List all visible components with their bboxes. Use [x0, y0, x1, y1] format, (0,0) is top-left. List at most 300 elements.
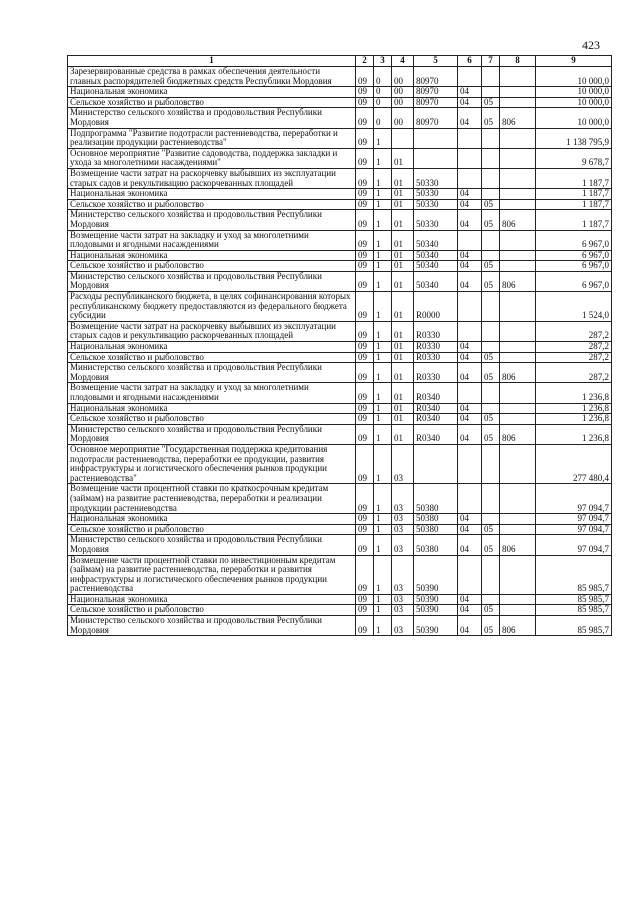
row-name-cell: Возмещение части затрат на раскорчевку выбывших из эксплуатации старых садов и рекультивацию раскорчеванных площадей: [68, 321, 356, 341]
code-cell: 806: [500, 271, 536, 291]
column-header: 6: [458, 56, 482, 67]
amount-cell: 1 187,7: [536, 199, 612, 210]
code-cell: 05: [482, 199, 500, 210]
code-cell: 01: [392, 383, 414, 403]
code-cell: 04: [458, 363, 482, 383]
table-row: [68, 363, 612, 383]
code-cell: 0: [374, 87, 392, 98]
code-cell: 01: [392, 271, 414, 291]
row-name-cell: Основное мероприятие "Государственная поддержка кредитования подотрасли растениеводства, переработки ее продукции, развития инфраструктуры и логистического обеспечения рынков продукции растениеводства": [68, 444, 356, 483]
code-cell: [482, 168, 500, 188]
column-header: 7: [482, 56, 500, 67]
amount-cell: 1 236,8: [536, 414, 612, 425]
table-row: [68, 403, 612, 414]
code-cell: [482, 321, 500, 341]
code-cell: 04: [458, 524, 482, 535]
code-cell: 04: [458, 189, 482, 200]
code-cell: 04: [458, 352, 482, 363]
code-cell: 03: [392, 524, 414, 535]
code-cell: [482, 342, 500, 353]
code-cell: 806: [500, 108, 536, 128]
row-name-cell: Министерство сельского хозяйства и продовольствия Республики Мордовия: [68, 108, 356, 128]
code-cell: 01: [392, 148, 414, 168]
table-row: [68, 605, 612, 616]
code-cell: 09: [356, 87, 374, 98]
row-name-cell: Министерство сельского хозяйства и продовольствия Республики Мордовия: [68, 424, 356, 444]
code-cell: [500, 199, 536, 210]
code-cell: 04: [458, 414, 482, 425]
code-cell: 04: [458, 250, 482, 261]
code-cell: [500, 605, 536, 616]
code-cell: 806: [500, 363, 536, 383]
code-cell: 1: [374, 535, 392, 555]
code-cell: [500, 148, 536, 168]
code-cell: [500, 594, 536, 605]
row-name-cell: Сельское хозяйство и рыболовство: [68, 524, 356, 535]
code-cell: [500, 524, 536, 535]
code-cell: 04: [458, 199, 482, 210]
code-cell: 09: [356, 261, 374, 272]
amount-cell: 1 236,8: [536, 403, 612, 414]
code-cell: [458, 321, 482, 341]
code-cell: 04: [458, 616, 482, 636]
amount-cell: 1 138 795,9: [536, 128, 612, 148]
amount-cell: 10 000,0: [536, 108, 612, 128]
code-cell: 50390: [414, 555, 458, 594]
code-cell: [482, 555, 500, 594]
row-name-cell: Возмещение части затрат на закладку и уход за многолетними плодовыми и ягодными насаждениями: [68, 230, 356, 250]
table-row: [68, 414, 612, 425]
table-row: [68, 424, 612, 444]
row-name-cell: Сельское хозяйство и рыболовство: [68, 261, 356, 272]
code-cell: [414, 148, 458, 168]
amount-cell: 1 187,7: [536, 210, 612, 230]
code-cell: 05: [482, 363, 500, 383]
code-cell: 03: [392, 514, 414, 525]
code-cell: R0340: [414, 424, 458, 444]
code-cell: 04: [458, 261, 482, 272]
amount-cell: 85 985,7: [536, 594, 612, 605]
row-name-cell: Возмещение части процентной ставки по инвестиционным кредитам (займам) на развитие растениеводства, переработки и развития инфраструктуры и логистического обеспечения рынков продукции растениеводства: [68, 555, 356, 594]
code-cell: 03: [392, 594, 414, 605]
row-name-cell: Сельское хозяйство и рыболовство: [68, 414, 356, 425]
code-cell: 05: [482, 414, 500, 425]
code-cell: [482, 514, 500, 525]
amount-cell: 6 967,0: [536, 261, 612, 272]
code-cell: 09: [356, 444, 374, 483]
code-cell: 01: [392, 250, 414, 261]
code-cell: 03: [392, 444, 414, 483]
code-cell: 09: [356, 321, 374, 341]
amount-cell: 97 094,7: [536, 514, 612, 525]
page-number: 423: [582, 38, 600, 52]
code-cell: 04: [458, 605, 482, 616]
code-cell: 09: [356, 594, 374, 605]
row-name-cell: Возмещение части затрат на раскорчевку выбывших из эксплуатации старых садов и рекультивацию раскорчеванных площадей: [68, 168, 356, 188]
code-cell: 09: [356, 383, 374, 403]
table-row: [68, 199, 612, 210]
code-cell: [482, 292, 500, 322]
code-cell: 09: [356, 108, 374, 128]
amount-cell: 6 967,0: [536, 230, 612, 250]
code-cell: 1: [374, 616, 392, 636]
code-cell: 50380: [414, 514, 458, 525]
code-cell: 09: [356, 67, 374, 87]
code-cell: 00: [392, 108, 414, 128]
code-cell: 09: [356, 210, 374, 230]
code-cell: 04: [458, 594, 482, 605]
code-cell: [482, 250, 500, 261]
code-cell: [482, 67, 500, 87]
table-body: [68, 67, 612, 636]
amount-cell: 287,2: [536, 363, 612, 383]
code-cell: [458, 128, 482, 148]
amount-cell: 9 678,7: [536, 148, 612, 168]
code-cell: 09: [356, 555, 374, 594]
row-name-cell: Национальная экономика: [68, 594, 356, 605]
table-row: [68, 108, 612, 128]
column-header: 9: [536, 56, 612, 67]
code-cell: 05: [482, 210, 500, 230]
code-cell: 09: [356, 403, 374, 414]
code-cell: 09: [356, 128, 374, 148]
code-cell: 50330: [414, 168, 458, 188]
row-name-cell: Национальная экономика: [68, 189, 356, 200]
code-cell: [482, 594, 500, 605]
code-cell: [482, 484, 500, 514]
code-cell: 04: [458, 271, 482, 291]
code-cell: [482, 87, 500, 98]
row-name-cell: Подпрограмма "Развитие подотрасли растениеводства, переработки и реализации продукции растениеводства": [68, 128, 356, 148]
code-cell: 1: [374, 363, 392, 383]
table-row: [68, 128, 612, 148]
code-cell: [482, 128, 500, 148]
code-cell: 1: [374, 148, 392, 168]
code-cell: [500, 87, 536, 98]
code-cell: 04: [458, 424, 482, 444]
code-cell: [500, 484, 536, 514]
table-row: [68, 148, 612, 168]
code-cell: [458, 484, 482, 514]
table-row: [68, 342, 612, 353]
code-cell: 50340: [414, 250, 458, 261]
amount-cell: 10 000,0: [536, 67, 612, 87]
code-cell: 50390: [414, 594, 458, 605]
code-cell: [458, 168, 482, 188]
code-cell: 01: [392, 189, 414, 200]
code-cell: [482, 383, 500, 403]
code-cell: 00: [392, 97, 414, 108]
code-cell: 04: [458, 535, 482, 555]
code-cell: 09: [356, 199, 374, 210]
amount-cell: 85 985,7: [536, 605, 612, 616]
amount-cell: 1 187,7: [536, 189, 612, 200]
code-cell: [482, 189, 500, 200]
code-cell: 05: [482, 524, 500, 535]
column-header: 4: [392, 56, 414, 67]
code-cell: [458, 555, 482, 594]
amount-cell: 277 480,4: [536, 444, 612, 483]
code-cell: 1: [374, 352, 392, 363]
amount-cell: 1 236,8: [536, 424, 612, 444]
code-cell: 04: [458, 210, 482, 230]
code-cell: R0330: [414, 321, 458, 341]
row-name-cell: Сельское хозяйство и рыболовство: [68, 199, 356, 210]
row-name-cell: Зарезервированные средства в рамках обеспечения деятельности главных распорядителей бюджетных средств Республики Мордовия: [68, 67, 356, 87]
code-cell: [500, 189, 536, 200]
code-cell: 806: [500, 535, 536, 555]
code-cell: 806: [500, 424, 536, 444]
row-name-cell: Национальная экономика: [68, 87, 356, 98]
code-cell: 1: [374, 199, 392, 210]
table-row: [68, 444, 612, 483]
row-name-cell: Министерство сельского хозяйства и продовольствия Республики Мордовия: [68, 363, 356, 383]
code-cell: 09: [356, 535, 374, 555]
code-cell: [458, 292, 482, 322]
amount-cell: 97 094,7: [536, 484, 612, 514]
code-cell: [500, 555, 536, 594]
amount-cell: 85 985,7: [536, 555, 612, 594]
table-row: [68, 524, 612, 535]
row-name-cell: Национальная экономика: [68, 250, 356, 261]
row-name-cell: Министерство сельского хозяйства и продовольствия Республики Мордовия: [68, 616, 356, 636]
row-name-cell: Национальная экономика: [68, 514, 356, 525]
code-cell: 50330: [414, 199, 458, 210]
code-cell: [458, 67, 482, 87]
row-name-cell: Сельское хозяйство и рыболовство: [68, 605, 356, 616]
code-cell: 05: [482, 352, 500, 363]
code-cell: [500, 168, 536, 188]
row-name-cell: Основное мероприятие "Развитие садоводства, поддержка закладки и ухода за многолетними насаждениями": [68, 148, 356, 168]
table-row: [68, 230, 612, 250]
row-name-cell: Сельское хозяйство и рыболовство: [68, 97, 356, 108]
code-cell: 80970: [414, 67, 458, 87]
code-cell: 50340: [414, 230, 458, 250]
code-cell: 01: [392, 230, 414, 250]
code-cell: 1: [374, 403, 392, 414]
code-cell: 50390: [414, 605, 458, 616]
code-cell: 09: [356, 271, 374, 291]
code-cell: 0: [374, 67, 392, 87]
code-cell: 1: [374, 484, 392, 514]
code-cell: 04: [458, 514, 482, 525]
code-cell: R0340: [414, 414, 458, 425]
code-cell: 1: [374, 424, 392, 444]
amount-cell: 1 187,7: [536, 168, 612, 188]
row-name-cell: Возмещение части процентной ставки по краткосрочным кредитам (займам) на развитие растениеводства, переработки и реализации продукции растениеводства: [68, 484, 356, 514]
code-cell: 50340: [414, 261, 458, 272]
code-cell: 0: [374, 108, 392, 128]
amount-cell: 85 985,7: [536, 616, 612, 636]
row-name-cell: Министерство сельского хозяйства и продовольствия Республики Мордовия: [68, 210, 356, 230]
code-cell: [500, 383, 536, 403]
code-cell: 09: [356, 363, 374, 383]
table-row: [68, 250, 612, 261]
code-cell: 04: [458, 403, 482, 414]
code-cell: 80970: [414, 97, 458, 108]
code-cell: [500, 352, 536, 363]
code-cell: 01: [392, 168, 414, 188]
table-row: [68, 594, 612, 605]
code-cell: 806: [500, 210, 536, 230]
table-row: [68, 210, 612, 230]
row-name-cell: Возмещение части затрат на закладку и уход за многолетними плодовыми и ягодными насаждениями: [68, 383, 356, 403]
code-cell: 05: [482, 424, 500, 444]
code-cell: 05: [482, 616, 500, 636]
code-cell: 03: [392, 484, 414, 514]
code-cell: 01: [392, 403, 414, 414]
code-cell: 0: [374, 97, 392, 108]
code-cell: 80970: [414, 108, 458, 128]
table-row: [68, 67, 612, 87]
code-cell: [414, 128, 458, 148]
code-cell: 50340: [414, 271, 458, 291]
amount-cell: 97 094,7: [536, 535, 612, 555]
code-cell: [500, 67, 536, 87]
code-cell: 806: [500, 616, 536, 636]
table-row: [68, 555, 612, 594]
table-row: [68, 292, 612, 322]
code-cell: 01: [392, 342, 414, 353]
amount-cell: 6 967,0: [536, 271, 612, 291]
code-cell: 1: [374, 555, 392, 594]
code-cell: [500, 321, 536, 341]
code-cell: 04: [458, 108, 482, 128]
code-cell: 03: [392, 555, 414, 594]
code-cell: 1: [374, 383, 392, 403]
code-cell: [482, 403, 500, 414]
code-cell: R0330: [414, 363, 458, 383]
table-row: [68, 168, 612, 188]
code-cell: 05: [482, 535, 500, 555]
code-cell: 80970: [414, 87, 458, 98]
code-cell: 09: [356, 342, 374, 353]
code-cell: 01: [392, 424, 414, 444]
code-cell: 01: [392, 321, 414, 341]
code-cell: [458, 383, 482, 403]
code-cell: 1: [374, 594, 392, 605]
code-cell: 1: [374, 128, 392, 148]
code-cell: 1: [374, 514, 392, 525]
code-cell: 09: [356, 352, 374, 363]
column-header: 1: [68, 56, 356, 67]
code-cell: [414, 444, 458, 483]
code-cell: [458, 230, 482, 250]
table-row: [68, 616, 612, 636]
code-cell: 09: [356, 605, 374, 616]
table-row: [68, 97, 612, 108]
code-cell: 1: [374, 321, 392, 341]
code-cell: [500, 342, 536, 353]
budget-table: [67, 55, 612, 636]
code-cell: 1: [374, 605, 392, 616]
table-row: [68, 484, 612, 514]
amount-cell: 1 524,0: [536, 292, 612, 322]
column-header: 3: [374, 56, 392, 67]
code-cell: 1: [374, 524, 392, 535]
code-cell: [500, 250, 536, 261]
code-cell: R0000: [414, 292, 458, 322]
code-cell: [458, 148, 482, 168]
code-cell: 05: [482, 271, 500, 291]
code-cell: 01: [392, 261, 414, 272]
code-cell: 09: [356, 230, 374, 250]
code-cell: 50330: [414, 210, 458, 230]
code-cell: 1: [374, 189, 392, 200]
amount-cell: 287,2: [536, 352, 612, 363]
code-cell: 01: [392, 414, 414, 425]
table-row: [68, 321, 612, 341]
amount-cell: 287,2: [536, 342, 612, 353]
code-cell: 1: [374, 250, 392, 261]
table-header-row: [68, 56, 612, 67]
code-cell: 1: [374, 444, 392, 483]
row-name-cell: Расходы республиканского бюджета, в целях софинансирования которых республиканскому бюджету предоставляются из федерального бюджета субсидии: [68, 292, 356, 322]
column-header: 8: [500, 56, 536, 67]
code-cell: [500, 128, 536, 148]
code-cell: R0340: [414, 403, 458, 414]
table-row: [68, 352, 612, 363]
code-cell: 09: [356, 424, 374, 444]
code-cell: [482, 148, 500, 168]
code-cell: 03: [392, 605, 414, 616]
amount-cell: 1 236,8: [536, 383, 612, 403]
code-cell: 01: [392, 363, 414, 383]
amount-cell: 287,2: [536, 321, 612, 341]
code-cell: 09: [356, 250, 374, 261]
code-cell: 1: [374, 292, 392, 322]
code-cell: [500, 444, 536, 483]
code-cell: 50380: [414, 484, 458, 514]
code-cell: [482, 230, 500, 250]
code-cell: 04: [458, 342, 482, 353]
row-name-cell: Сельское хозяйство и рыболовство: [68, 352, 356, 363]
code-cell: 1: [374, 414, 392, 425]
code-cell: [500, 97, 536, 108]
code-cell: 09: [356, 514, 374, 525]
code-cell: [500, 403, 536, 414]
code-cell: 04: [458, 97, 482, 108]
code-cell: 00: [392, 87, 414, 98]
code-cell: 1: [374, 342, 392, 353]
code-cell: 04: [458, 87, 482, 98]
code-cell: [500, 514, 536, 525]
row-name-cell: Министерство сельского хозяйства и продовольствия Республики Мордовия: [68, 535, 356, 555]
code-cell: 09: [356, 148, 374, 168]
code-cell: 01: [392, 210, 414, 230]
code-cell: [500, 414, 536, 425]
code-cell: 05: [482, 261, 500, 272]
code-cell: [458, 444, 482, 483]
code-cell: 50330: [414, 189, 458, 200]
row-name-cell: Национальная экономика: [68, 403, 356, 414]
code-cell: [500, 261, 536, 272]
code-cell: 09: [356, 524, 374, 535]
code-cell: 09: [356, 97, 374, 108]
code-cell: [500, 292, 536, 322]
code-cell: R0330: [414, 352, 458, 363]
code-cell: 09: [356, 484, 374, 514]
code-cell: 09: [356, 616, 374, 636]
code-cell: [500, 230, 536, 250]
code-cell: 1: [374, 210, 392, 230]
column-header: 2: [356, 56, 374, 67]
code-cell: 00: [392, 67, 414, 87]
code-cell: 01: [392, 352, 414, 363]
amount-cell: 10 000,0: [536, 87, 612, 98]
code-cell: R0340: [414, 383, 458, 403]
row-name-cell: Национальная экономика: [68, 342, 356, 353]
